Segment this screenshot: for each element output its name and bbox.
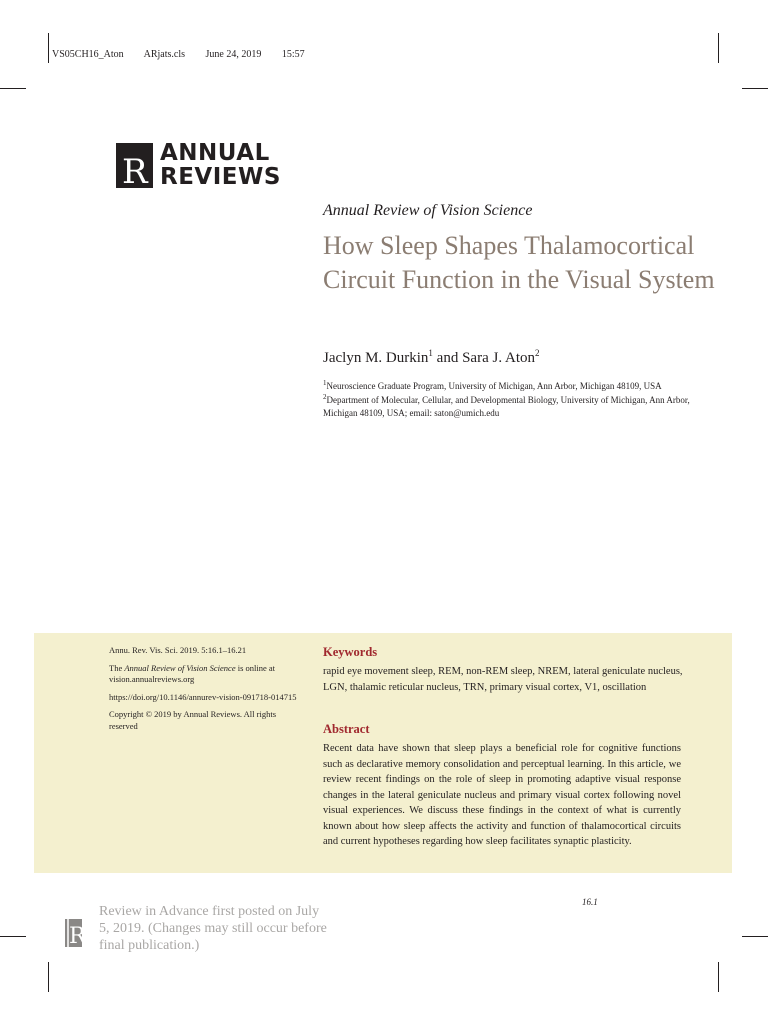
- copyright: Copyright © 2019 by Annual Reviews. All rights reserved: [109, 709, 277, 731]
- journal-name: Annual Review of Vision Science: [323, 202, 533, 219]
- affiliation-marker: 1: [428, 348, 433, 358]
- ar-monogram-icon: [65, 919, 86, 949]
- author-name: Jaclyn M. Durkin: [323, 350, 429, 366]
- page-number: 16.1: [582, 897, 598, 907]
- abstract-heading: Abstract: [323, 722, 370, 736]
- crop-mark: [742, 936, 768, 937]
- article-info: [109, 645, 299, 738]
- running-head-class: ARjats.cls: [143, 49, 186, 60]
- citation: Annu. Rev. Vis. Sci. 2019. 5:16.1–16.21: [109, 645, 247, 655]
- running-head-time: 15:57: [281, 49, 305, 60]
- running-head-date: June 24, 2019: [205, 49, 262, 60]
- crop-mark: [48, 962, 49, 992]
- affiliation-text: Department of Molecular, Cellular, and Developmental Biology, University of Michigan, Ann Arbor, Michigan 48109, USA; email: saton@umich.edu: [323, 395, 690, 418]
- abstract-section: [323, 722, 681, 850]
- online-note: [109, 663, 299, 686]
- affiliation-number: 2: [323, 393, 327, 401]
- affiliation-marker: 2: [535, 348, 540, 358]
- article-title: How Sleep Shapes Thalamocortical Circuit Function in the Visual System: [323, 231, 715, 294]
- online-note-pre: The: [109, 662, 125, 673]
- affiliation-number: 1: [323, 379, 327, 387]
- svg-text:R: R: [122, 152, 148, 192]
- online-journal: Annual Review of Vision Science: [124, 662, 236, 673]
- crop-mark: [0, 88, 26, 89]
- crop-mark: [48, 33, 49, 63]
- logo-line-2: REVIEWS: [160, 164, 281, 190]
- crop-mark: [718, 962, 719, 992]
- svg-text:R: R: [69, 924, 86, 949]
- author-name: Sara J. Aton: [462, 350, 535, 366]
- keywords-section: [323, 645, 683, 695]
- affiliation: [323, 391, 703, 420]
- crop-mark: [742, 88, 768, 89]
- keywords-text: rapid eye movement sleep, REM, non-REM sleep, NREM, lateral geniculate nucleus, LGN, thalamic reticular nucleus, TRN, primary visual cortex, V1, oscillation: [323, 666, 683, 693]
- keywords-heading: Keywords: [323, 645, 378, 659]
- abstract-text: Recent data have shown that sleep plays a beneficial role for cognitive functions such as declarative memory consolidation and perceptual learning. In this article, we review recent findings on the role of sleep in promoting adaptive visual response changes in the lateral geniculate nucleus and primary visual cortex following novel visual experiences. We discuss these findings in the context of what is currently known about how sleep affects the activity and function of thalamocortical circuits and current hypotheses regarding how sleep facilitates synaptic plasticity.: [323, 743, 681, 847]
- ar-monogram-icon: [109, 143, 153, 192]
- running-head: [52, 49, 305, 60]
- logo-wordmark: [160, 141, 281, 189]
- author-joiner: and: [432, 350, 463, 366]
- advance-notice-text: Review in Advance first posted on July 5, 2019. (Changes may still occur before final publication.): [99, 904, 327, 953]
- summary-panel: [34, 633, 732, 873]
- running-head-file: VS05CH16_Aton: [52, 49, 124, 60]
- crop-mark: [718, 33, 719, 63]
- logo-line-1: ANNUAL: [160, 140, 270, 166]
- author-list: [323, 348, 540, 367]
- doi-link[interactable]: https://doi.org/10.1146/annurev-vision-091718-014715: [109, 691, 297, 702]
- affiliation-text: Neuroscience Graduate Program, University of Michigan, Ann Arbor, Michigan 48109, USA: [326, 381, 662, 391]
- crop-mark: [0, 936, 26, 937]
- online-note-post: is online at vision.annualreviews.org: [109, 662, 276, 684]
